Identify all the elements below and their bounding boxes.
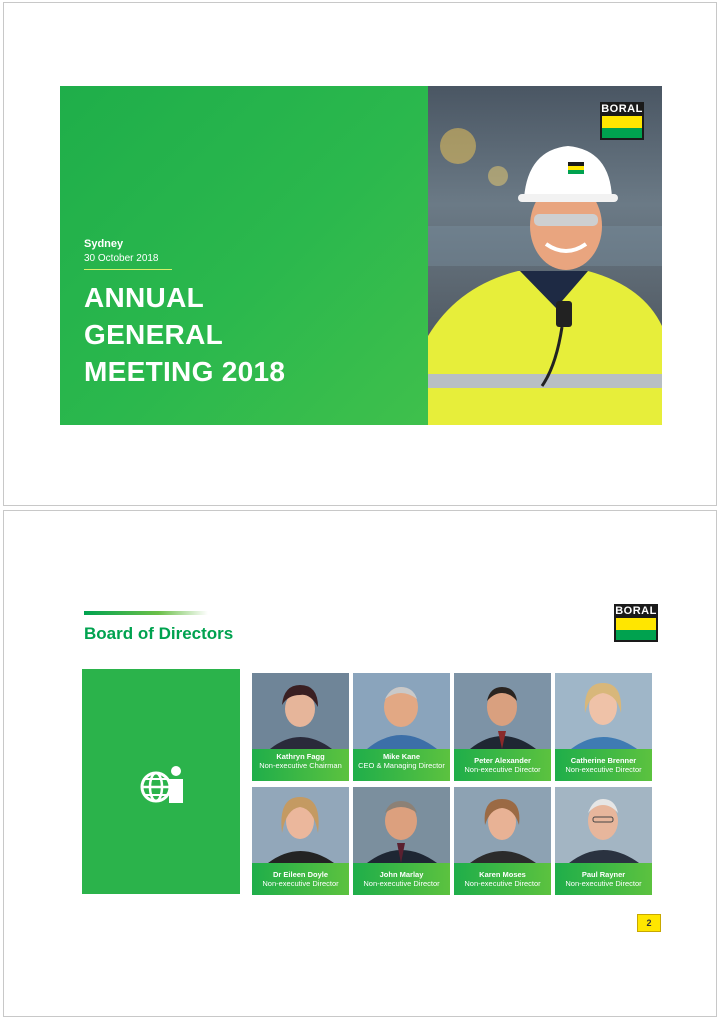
logo-green-band <box>614 630 658 642</box>
logo-yellow-band <box>614 618 658 630</box>
slide-board-of-directors <box>3 510 717 1017</box>
logo-green-band <box>600 128 644 140</box>
portrait-kathryn-fagg <box>252 673 349 749</box>
portrait-john-marlay <box>353 787 450 863</box>
page-title: Board of Directors <box>84 624 234 643</box>
side-green-panel <box>82 669 240 894</box>
director-caption <box>353 749 450 781</box>
globe-person-icon <box>140 765 186 805</box>
director-card <box>353 673 450 781</box>
director-card <box>353 787 450 895</box>
director-caption <box>555 863 652 895</box>
director-role: Non-executive Director <box>464 765 541 774</box>
boral-logo-text: BORAL <box>615 605 657 617</box>
director-card <box>555 673 652 781</box>
director-name: Paul Rayner <box>581 870 626 879</box>
director-name: Karen Moses <box>479 870 526 879</box>
director-caption <box>454 863 551 895</box>
director-card <box>454 787 551 895</box>
director-photo <box>252 673 349 749</box>
director-name: Peter Alexander <box>474 756 531 765</box>
page-number: 2 <box>637 914 661 932</box>
cover-title-line-3: MEETING 2018 <box>84 356 286 387</box>
director-caption <box>353 863 450 895</box>
director-name: Dr Eileen Doyle <box>272 870 329 879</box>
cover-title-line-1: ANNUAL <box>84 282 205 313</box>
director-caption <box>252 749 349 781</box>
director-photo <box>353 787 450 863</box>
director-photo <box>454 673 551 749</box>
director-name: Kathryn Fagg <box>276 752 325 761</box>
director-card <box>252 673 349 781</box>
director-photo <box>555 787 652 863</box>
director-name: Catherine Brenner <box>570 756 637 765</box>
director-photo <box>252 787 349 863</box>
boral-logo <box>614 604 658 642</box>
cover-green-panel <box>60 86 428 425</box>
cover-date: 30 October 2018 <box>84 253 159 264</box>
slide-agm-cover <box>3 2 717 506</box>
director-card <box>555 787 652 895</box>
cover-worker-photo <box>428 86 662 425</box>
cover-title-line-2: GENERAL <box>84 319 223 350</box>
boral-logo <box>600 102 644 140</box>
directors-grid <box>252 673 654 895</box>
director-name: Mike Kane <box>382 752 421 761</box>
director-photo <box>555 673 652 749</box>
director-role: Non-executive Chairman <box>259 761 342 770</box>
director-photo <box>454 787 551 863</box>
portrait-karen-moses <box>454 787 551 863</box>
director-name: John Marlay <box>379 870 424 879</box>
director-role: Non-executive Director <box>363 879 440 888</box>
director-photo <box>353 673 450 749</box>
portrait-catherine-brenner <box>555 673 652 749</box>
logo-yellow-band <box>600 116 644 128</box>
portrait-paul-rayner <box>555 787 652 863</box>
director-card <box>252 787 349 895</box>
director-role: Non-executive Director <box>262 879 339 888</box>
portrait-eileen-doyle <box>252 787 349 863</box>
portrait-mike-kane <box>353 673 450 749</box>
director-card <box>454 673 551 781</box>
boral-logo-text: BORAL <box>601 103 643 115</box>
director-caption <box>555 749 652 781</box>
cover-city: Sydney <box>84 238 124 250</box>
title-accent-bar <box>84 611 208 615</box>
cover-divider <box>84 269 172 270</box>
director-role: CEO & Managing Director <box>358 761 445 770</box>
director-caption <box>454 749 551 781</box>
director-caption <box>252 863 349 895</box>
director-role: Non-executive Director <box>464 879 541 888</box>
director-role: Non-executive Director <box>565 879 642 888</box>
portrait-peter-alexander <box>454 673 551 749</box>
director-role: Non-executive Director <box>565 765 642 774</box>
cover-title <box>84 279 404 390</box>
